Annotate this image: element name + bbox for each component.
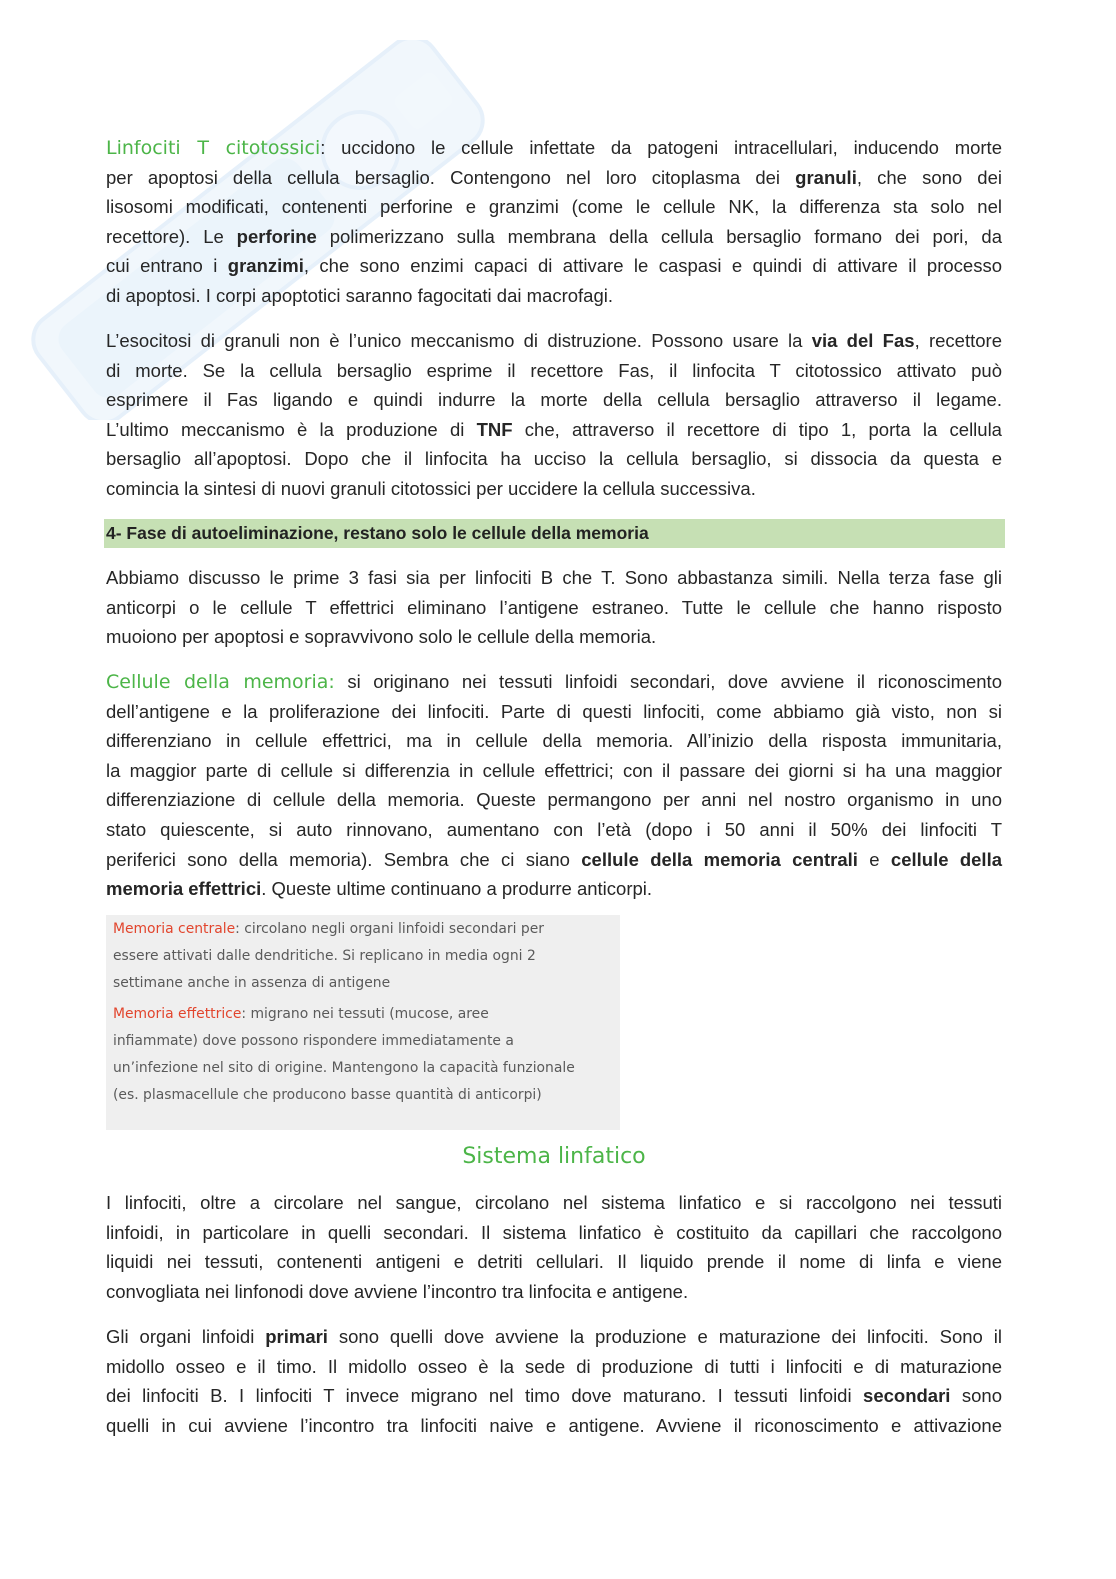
text-run: di morte. Se la cellula bersaglio esprime il recettore Fas, il linfocita T citotossico attivato può	[106, 359, 1002, 381]
text-run: , recettore	[914, 330, 1002, 351]
bold-term: primari	[265, 1326, 328, 1347]
paragraph-memory-cells	[106, 667, 1002, 904]
text-run: I linfociti, oltre a circolare nel sangue, circolano nel sistema linfatico e si raccolgono nei tessuti	[106, 1192, 1002, 1213]
text-line	[106, 1247, 1002, 1277]
text-run: L’esocitosi di granuli non è l’unico meccanismo di distruzione. Possono usare la	[106, 330, 812, 351]
text-line	[106, 281, 1002, 311]
text-run: lisosomi modificati, contenenti perforine e granzimi (come le cellule NK, la differenza sta solo nel	[106, 196, 1002, 218]
inline-heading: Cellule della memoria:	[106, 671, 335, 693]
bold-term: granzimi	[227, 255, 304, 277]
text-line	[106, 874, 1002, 904]
text-line	[113, 1055, 620, 1082]
text-run: recettore). Le	[106, 225, 237, 247]
text-run: polimerizzano sulla membrana della cellula bersaglio formano dei pori, da	[316, 225, 1002, 247]
text-line	[106, 815, 1002, 845]
text-run: Abbiamo discusso le prime 3 fasi sia per linfociti B che T. Sono abbastanza simili. Nella terza fase gli	[106, 567, 1002, 588]
text-line	[106, 326, 1002, 356]
text-run: per apoptosi della cellula bersaglio. Contengono nel loro citoplasma dei	[106, 166, 796, 188]
text-run: , che sono enzimi capaci di attivare le caspasi e quindi di attivare il processo	[303, 255, 1002, 277]
text-line	[106, 697, 1002, 727]
text-run: liquidi nei tessuti, contenenti antigeni e detriti cellulari. Il liquido prende il nome di linfa e viene	[106, 1251, 1002, 1273]
text-line	[106, 222, 1002, 252]
text-line	[106, 1188, 1002, 1218]
text-line	[106, 845, 1002, 875]
inline-heading: Linfociti T citotossici	[106, 137, 321, 159]
paragraph-destruction-mechanisms	[106, 326, 1002, 504]
text-run: muoiono per apoptosi e sopravvivono solo le cellule della memoria.	[106, 626, 657, 648]
text-line	[106, 444, 1002, 474]
text-run: e	[857, 848, 891, 870]
text-line	[106, 593, 1002, 623]
paragraph-autoelimination	[106, 563, 1002, 652]
text-run: midollo osseo e il timo. Il midollo osseo è la sede di produzione di tutti i linfociti e di maturazione	[106, 1355, 1002, 1377]
text-run: si originano nei tessuti linfoidi secondari, dove avviene il riconoscimento	[334, 671, 1002, 692]
text-run: convogliata nei linfonodi dove avviene l’incontro tra linfocita e antigene.	[106, 1280, 689, 1302]
note-label: Memoria centrale	[113, 921, 236, 937]
note-label: Memoria effettrice	[113, 1006, 242, 1022]
text-run: differenziano in cellule effettrici, ma in cellule della memoria. All’inizio della risposta immunitaria,	[106, 730, 1002, 752]
note-central-memory	[113, 916, 620, 997]
paragraph-lymphoid-organs	[106, 1322, 1002, 1440]
text-line	[106, 1277, 1002, 1307]
text-run: differenziazione di cellule della memoria. Queste permangono per anni nel nostro organismo in uno	[106, 789, 1002, 811]
text-run: infiammate) dove possono rispondere immediatamente a	[113, 1033, 514, 1049]
text-line	[106, 1352, 1002, 1382]
text-line	[106, 133, 1002, 163]
paragraph-lymphatic-system	[106, 1188, 1002, 1306]
bold-term: perforine	[236, 225, 317, 247]
text-line	[106, 1411, 1002, 1441]
text-run: stato quiescente, si auto rinnovano, aumentano con l’età (dopo i 50 anni il 50% dei linfociti T	[106, 818, 1002, 840]
text-run: : migrano nei tessuti (mucose, aree	[241, 1006, 489, 1022]
text-line	[113, 970, 620, 997]
text-run: : uccidono le cellule infettate da patogeni intracellulari, inducendo morte	[320, 137, 1002, 158]
text-run: essere attivati dalle dendritiche. Si replicano in media ogni 2	[113, 948, 536, 964]
text-line	[106, 622, 1002, 652]
text-run: esprimere il Fas ligando e quindi indurre la morte della cellula bersaglio attraverso il legame.	[106, 389, 1002, 411]
text-line	[106, 192, 1002, 222]
text-run: linfoidi, in particolare in quelli secondari. Il sistema linfatico è costituito da capillari che raccolgono	[106, 1221, 1002, 1243]
text-run: un’infezione nel sito di origine. Mantengono la capacità funzionale	[113, 1060, 575, 1076]
text-line	[113, 1001, 620, 1028]
text-line	[113, 1082, 620, 1109]
text-run: comincia la sintesi di nuovi granuli citotossici per uccidere la cellula successiva.	[106, 477, 756, 499]
text-run: periferici sono della memoria). Sembra che ci siano	[106, 848, 582, 870]
bold-term: granuli	[795, 166, 857, 188]
text-run: , che sono dei	[856, 166, 1002, 188]
text-line	[106, 251, 1002, 281]
text-run: Gli organi linfoidi	[106, 1326, 266, 1347]
bold-term: memoria effettrici	[106, 878, 262, 900]
text-run: : circolano negli organi linfoidi secondari per	[235, 921, 544, 937]
text-run: di apoptosi. I corpi apoptotici saranno fagocitati dai macrofagi.	[106, 284, 613, 306]
text-line	[106, 474, 1002, 504]
text-line	[106, 563, 1002, 593]
text-run: cui entrano i	[106, 255, 228, 277]
paragraph-cytotoxic-t	[106, 133, 1002, 311]
memory-types-note-image	[106, 915, 620, 1130]
text-run: sono	[950, 1385, 1002, 1407]
text-run: sono quelli dove avviene la produzione e maturazione dei linfociti. Sono il	[327, 1326, 1002, 1347]
bold-term: cellule della memoria centrali	[581, 848, 858, 870]
bold-term: TNF	[476, 418, 513, 440]
text-line	[106, 726, 1002, 756]
text-line	[106, 1322, 1002, 1352]
text-line	[106, 163, 1002, 193]
text-run: L’ultimo meccanismo è la produzione di	[106, 418, 477, 440]
text-line	[106, 667, 1002, 697]
text-line	[106, 1218, 1002, 1248]
text-run: settimane anche in assenza di antigene	[113, 975, 391, 991]
text-run: anticorpi o le cellule T effettrici eliminano l’antigene estraneo. Tutte le cellule che hanno risposto	[106, 596, 1002, 618]
text-line	[106, 756, 1002, 786]
section-title: Sistema linfatico	[462, 1144, 646, 1169]
bold-term: secondari	[863, 1385, 951, 1407]
text-line	[106, 1381, 1002, 1411]
bold-term: via del Fas	[811, 330, 915, 351]
text-run: dell’antigene e la proliferazione dei linfociti. Parte di questi linfociti, come abbiamo già visto, non si	[106, 700, 1002, 722]
text-run: . Queste ultime continuano a produrre anticorpi.	[261, 878, 653, 900]
text-run: bersaglio all’apoptosi. Dopo che il linfocita ha ucciso la cellula bersaglio, si dissocia da questa e	[106, 448, 1002, 470]
text-line	[106, 785, 1002, 815]
text-line	[113, 943, 620, 970]
text-run: che, attraverso il recettore di tipo 1, porta la cellula	[512, 418, 1002, 440]
text-line	[106, 415, 1002, 445]
text-run: quelli in cui avviene l’incontro tra linfociti naive e antigene. Avviene il riconoscimento e attivazione	[106, 1414, 1002, 1436]
text-line	[106, 356, 1002, 386]
note-effector-memory	[113, 1001, 620, 1109]
text-line	[113, 1028, 620, 1055]
text-run: (es. plasmacellule che producono basse quantità di anticorpi)	[113, 1087, 542, 1103]
text-run: la maggior parte di cellule si differenzia in cellule effettrici; con il passare dei giorni si ha una maggior	[106, 759, 1002, 781]
text-run: dei linfociti B. I linfociti T invece migrano nel timo dove maturano. I tessuti linfoidi	[106, 1385, 864, 1407]
section-heading-bar: 4- Fase di autoeliminazione, restano solo le cellule della memoria	[104, 519, 1005, 548]
text-line	[113, 916, 620, 943]
text-line	[106, 385, 1002, 415]
bold-term: cellule della	[890, 848, 1003, 870]
